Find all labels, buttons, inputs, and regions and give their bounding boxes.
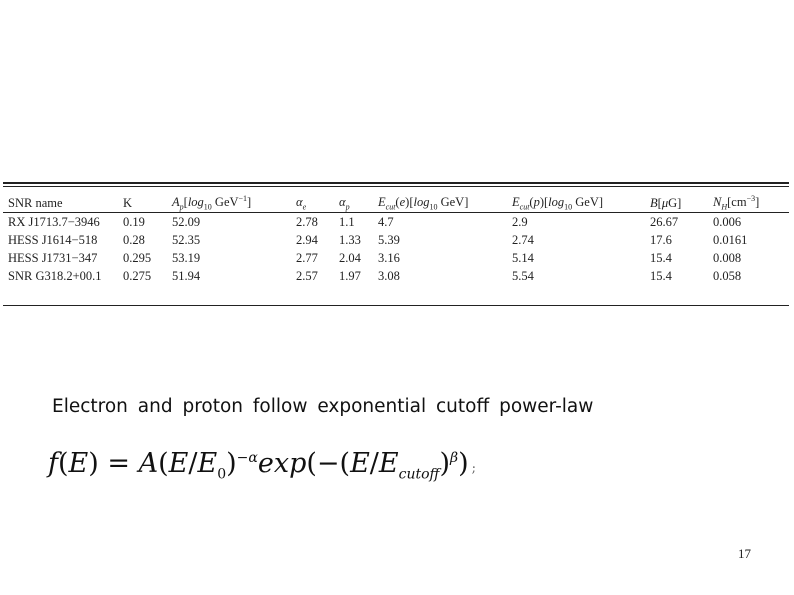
table-row [8, 267, 788, 285]
cell-alpha-p: 1.33 [339, 232, 361, 247]
cutoff-power-law-formula: $f(E) = A(E/E_0)^{-\alpha}\exp(-(E/E_{cutoff})^\beta)$ ; [48, 448, 477, 483]
header-alpha-e: $\alpha_e$ [296, 194, 307, 212]
cell-ecut-e: 3.08 [378, 268, 400, 283]
cell-nh: 0.006 [713, 214, 742, 229]
cell-ecut-e: 5.39 [378, 232, 400, 247]
cell-ecut-p: 5.14 [512, 250, 534, 265]
cell-b-field: 26.67 [650, 214, 679, 229]
cell-a-p: 53.19 [172, 250, 201, 265]
header-b-field: B[μG] [650, 195, 682, 210]
table-row [8, 231, 788, 249]
cell-b-field: 15.4 [650, 250, 672, 265]
header-ecut-e: $E_{cut}(e)[\log_{10}$ GeV] [378, 194, 469, 212]
caption-text: Electron and proton follow exponential cutoff power-law [52, 396, 594, 417]
table-header-row [8, 193, 788, 213]
cell-b-field: 15.4 [650, 268, 672, 283]
table-row [8, 213, 788, 231]
header-ecut-p: $E_{cut}(p)[\log_{10}$ GeV] [512, 194, 604, 212]
cell-a-p: 52.09 [172, 214, 201, 229]
cell-alpha-e: 2.78 [296, 214, 318, 229]
snr-parameter-table [8, 193, 788, 285]
cell-alpha-p: 1.1 [339, 214, 355, 229]
cell-alpha-p: 2.04 [339, 250, 361, 265]
cell-k: 0.19 [123, 214, 145, 229]
cell-snr-name: HESS J1614−518 [8, 232, 98, 247]
table-top-rule-thin [3, 186, 789, 187]
cell-ecut-e: 3.16 [378, 250, 400, 265]
cell-a-p: 52.35 [172, 232, 201, 247]
cell-k: 0.275 [123, 268, 152, 283]
cell-alpha-e: 2.94 [296, 232, 318, 247]
table-bottom-rule [3, 305, 789, 306]
cell-nh: 0.058 [713, 268, 742, 283]
cell-snr-name: RX J1713.7−3946 [8, 214, 100, 229]
cell-ecut-p: 2.9 [512, 214, 528, 229]
cell-nh: 0.008 [713, 250, 742, 265]
cell-k: 0.28 [123, 232, 145, 247]
cell-snr-name: SNR G318.2+00.1 [8, 268, 102, 283]
cell-ecut-p: 2.74 [512, 232, 534, 247]
cell-k: 0.295 [123, 250, 152, 265]
cell-a-p: 51.94 [172, 268, 201, 283]
cell-alpha-e: 2.77 [296, 250, 318, 265]
header-nh: $N_H[cm^{-3}]$ [713, 194, 760, 212]
table-row [8, 249, 788, 267]
header-alpha-p: $\alpha_p$ [339, 194, 350, 212]
cell-alpha-p: 1.97 [339, 268, 361, 283]
header-snr-name: SNR name [8, 195, 63, 210]
cell-alpha-e: 2.57 [296, 268, 318, 283]
cell-ecut-p: 5.54 [512, 268, 534, 283]
cell-nh: 0.0161 [713, 232, 748, 247]
page-number: 17 [738, 546, 751, 561]
cell-snr-name: HESS J1731−347 [8, 250, 98, 265]
cell-ecut-e: 4.7 [378, 214, 394, 229]
header-k: K [123, 195, 133, 210]
header-a-p: $A_p[\log_{10}$ GeV$^{-1}$] [172, 194, 252, 212]
cell-b-field: 17.6 [650, 232, 672, 247]
table-top-rule [3, 182, 789, 184]
